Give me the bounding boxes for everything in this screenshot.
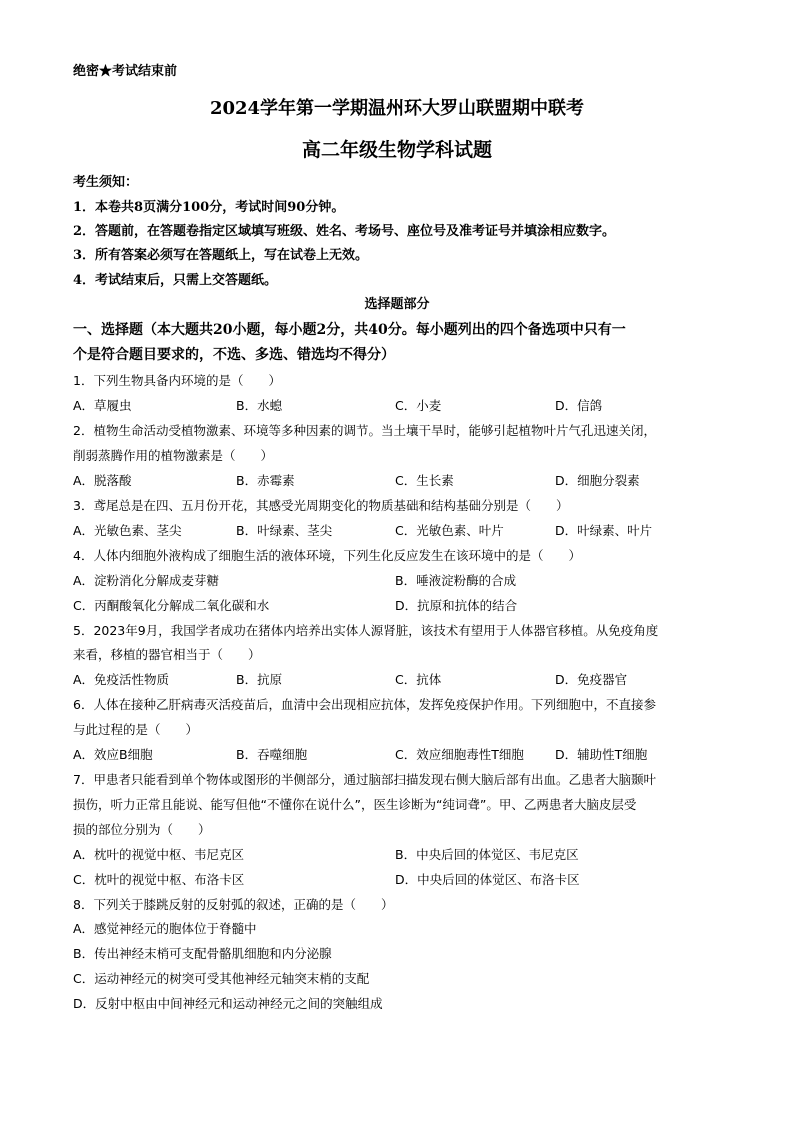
option-b: B．抗原	[236, 672, 283, 687]
question-7-text-line-3: 损的部位分别为（ ）	[73, 822, 211, 837]
question-5-options	[73, 671, 733, 689]
option-c: C．光敏色素、叶片	[395, 523, 504, 538]
option-b: B．中央后回的体觉区、韦尼克区	[395, 847, 579, 862]
question-1-options	[73, 397, 733, 415]
exam-subtitle: 高二年级生物学科试题	[301, 139, 492, 161]
notice-item-2: 2．答题前，在答题卷指定区域填写班级、姓名、考场号、座位号及准考证号并填涂相应数字。	[73, 224, 616, 239]
question-7-text-line-1: 7．甲患者只能看到单个物体或图形的半侧部分，通过脑部扫描发现右侧大脑后部有出血。乙患者大脑颞叶	[73, 772, 656, 787]
question-5-text-line-2: 来看，移植的器官相当于（ ）	[73, 647, 261, 662]
question-7-text-line-2: 损伤，听力正常且能说、能写但他“不懂你在说什么”，医生诊断为“纯词聋”。甲、乙两患者大脑皮层受	[73, 797, 637, 812]
option-b: B．吞噬细胞	[236, 747, 308, 762]
question-8-option-a: A．感觉神经元的胞体位于脊髓中	[73, 921, 257, 936]
question-8-option-d: D．反射中枢由中间神经元和运动神经元之间的突触组成	[73, 996, 383, 1011]
section-instruction-line-2: 个是符合题目要求的，不选、多选、错选均不得分）	[73, 347, 395, 363]
notice-heading: 考生须知：	[73, 175, 139, 190]
option-a: A．枕叶的视觉中枢、韦尼克区	[73, 847, 245, 862]
option-a: A．脱落酸	[73, 473, 132, 488]
question-8-option-b: B．传出神经末梢可支配骨骼肌细胞和内分泌腺	[73, 946, 332, 961]
question-6-options	[73, 746, 733, 764]
question-2-text-line-2: 削弱蒸腾作用的植物激素是（ ）	[73, 448, 274, 463]
question-4-options-row-2	[73, 597, 733, 615]
option-b: B．水螅	[236, 398, 283, 413]
question-4-text: 4．人体内细胞外液构成了细胞生活的液体环境，下列生化反应发生在该环境中的是（ ）	[73, 548, 581, 563]
question-8-text: 8．下列关于膝跳反射的反射弧的叙述，正确的是（ ）	[73, 897, 394, 912]
option-d: D．细胞分裂素	[555, 473, 640, 488]
question-1-text: 1．下列生物具备内环境的是（ ）	[73, 373, 281, 388]
notice-item-1: 1．本卷共8页满分100分，考试时间90分钟。	[73, 200, 345, 215]
option-c: C．效应细胞毒性T细胞	[395, 747, 524, 762]
option-d: D．中央后回的体觉区、布洛卡区	[395, 872, 580, 887]
option-b: B．叶绿素、茎尖	[236, 523, 333, 538]
question-6-text-line-2: 与此过程的是（ ）	[73, 722, 199, 737]
question-8-option-c: C．运动神经元的树突可受其他神经元轴突末梢的支配	[73, 971, 370, 986]
option-c: C．小麦	[395, 398, 442, 413]
option-b: B．唾液淀粉酶的合成	[395, 573, 517, 588]
confidential-label: 绝密★考试结束前	[73, 64, 178, 79]
notice-item-4: 4．考试结束后，只需上交答题纸。	[73, 273, 278, 288]
option-a: A．草履虫	[73, 398, 132, 413]
option-c: C．枕叶的视觉中枢、布洛卡区	[73, 872, 245, 887]
option-d: D．免疫器官	[555, 672, 628, 687]
question-3-text: 3．鸢尾总是在四、五月份开花，其感受光周期变化的物质基础和结构基础分别是（ ）	[73, 498, 569, 513]
notice-item-3: 3．所有答案必须写在答题纸上，写在试卷上无效。	[73, 248, 369, 263]
option-a: A．淀粉消化分解成麦芽糖	[73, 573, 220, 588]
question-2-text-line-1: 2．植物生命活动受植物激素、环境等多种因素的调节。当土壤干旱时，能够引起植物叶片气孔迅速关闭，	[73, 423, 656, 438]
section-instruction-line-1: 一、选择题（本大题共20小题，每小题2分，共40分。每小题列出的四个备选项中只有一	[73, 322, 626, 338]
option-c: C．丙酮酸氧化分解成二氧化碳和水	[73, 598, 270, 613]
option-a: A．光敏色素、茎尖	[73, 523, 182, 538]
option-c: C．抗体	[395, 672, 442, 687]
option-d: D．信鸽	[555, 398, 603, 413]
question-6-text-line-1: 6．人体在接种乙肝病毒灭活疫苗后，血清中会出现相应抗体，发挥免疫保护作用。下列细胞中，不直接参	[73, 697, 656, 712]
option-b: B．赤霉素	[236, 473, 295, 488]
section-title: 选择题部分	[364, 297, 430, 312]
option-a: A．效应B细胞	[73, 747, 153, 762]
question-4-options-row-1	[73, 572, 733, 590]
question-3-options	[73, 522, 733, 540]
option-d: D．抗原和抗体的结合	[395, 598, 518, 613]
option-c: C．生长素	[395, 473, 454, 488]
question-2-options	[73, 472, 733, 490]
question-7-options-row-1	[73, 846, 733, 864]
question-7-options-row-2	[73, 871, 733, 889]
question-5-text-line-1: 5．2023年9月，我国学者成功在猪体内培养出实体人源肾脏，该技术有望用于人体器官移植。从免疫角度	[73, 623, 659, 638]
option-d: D．辅助性T细胞	[555, 747, 648, 762]
exam-title: 2024学年第一学期温州环大罗山联盟期中联考	[209, 98, 585, 119]
option-d: D．叶绿素、叶片	[555, 523, 653, 538]
option-a: A．免疫活性物质	[73, 672, 170, 687]
